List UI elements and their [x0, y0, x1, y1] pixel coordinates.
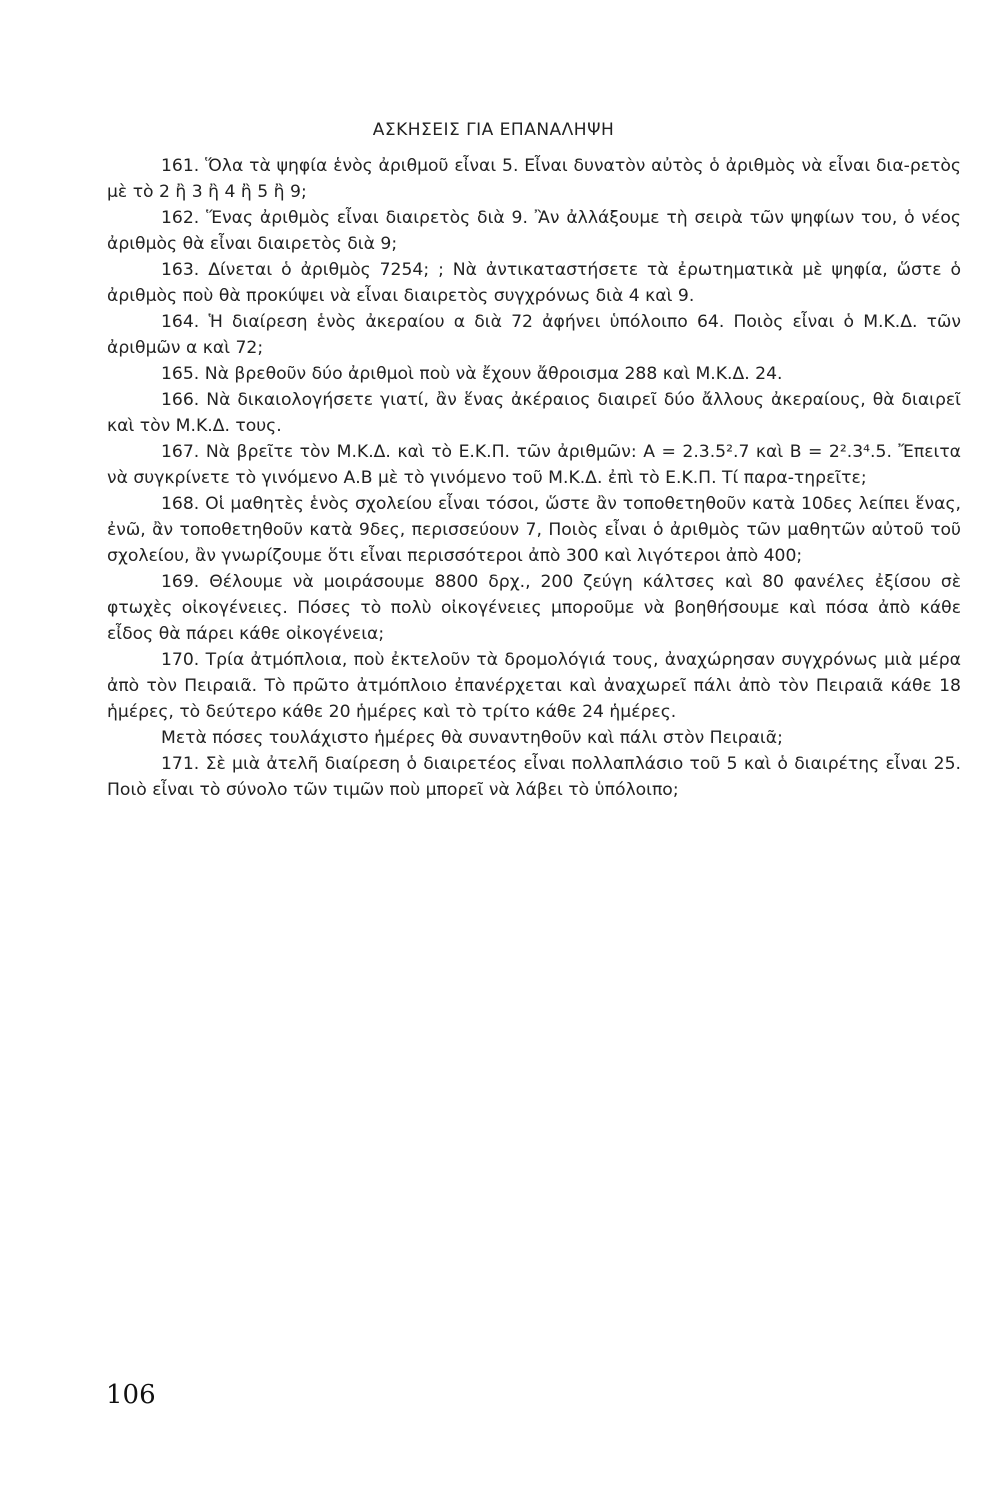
- exercise-number: 169.: [161, 572, 200, 592]
- exercise-163: [107, 257, 961, 309]
- exercise-number: 162.: [161, 208, 200, 228]
- exercise-number: 166.: [161, 390, 200, 410]
- exercise-number: 163.: [161, 260, 200, 280]
- exercise-171: [107, 751, 961, 803]
- exercise-text: Νὰ δικαιολογήσετε γιατί, ἂν ἕνας ἀκέραιος διαιρεῖ δύο ἄλλους ἀκεραίους, θὰ διαιρεῖ καὶ τὸν Μ.Κ.Δ. τους.: [107, 390, 961, 436]
- exercise-list: [107, 153, 961, 803]
- exercise-text: Σὲ μιὰ ἀτελῆ διαίρεση ὁ διαιρετέος εἶναι πολλαπλάσιο τοῦ 5 καὶ ὁ διαιρέτης εἶναι 25. Ποιὸ εἶναι τὸ σύνολο τῶν τιμῶν ποὺ μπορεῖ νὰ λάβει τὸ ὑπόλοιπο;: [107, 754, 961, 800]
- exercise-165: [107, 361, 961, 387]
- exercise-number: 171.: [161, 754, 200, 774]
- show-through-text: [0, 810, 987, 1230]
- page-number: 106: [106, 1380, 156, 1410]
- exercise-text: Ἡ διαίρεση ἑνὸς ἀκεραίου α διὰ 72 ἀφήνει ὑπόλοιπο 64. Ποιὸς εἶναι ὁ Μ.Κ.Δ. τῶν ἀριθμῶν α καὶ 72;: [107, 312, 961, 358]
- exercise-text: Οἱ μαθητὲς ἑνὸς σχολείου εἶναι τόσοι, ὥστε ἂν τοποθετηθοῦν κατὰ 10δες λείπει ἕνας, ἐνῶ, ἂν τοποθετηθοῦν κατὰ 9δες, περισσεύουν 7, Ποιὸς εἶναι ὁ ἀριθμὸς τῶν μαθητῶν αὐτοῦ τοῦ σχολείου, ἂν γνωρίζουμε ὅτι εἶναι περισσότεροι ἀπὸ 300 καὶ λιγότεροι ἀπὸ 400;: [107, 494, 962, 566]
- exercise-169: [107, 569, 961, 647]
- exercise-text: Θέλουμε νὰ μοιράσουμε 8800 δρχ., 200 ζεύγη κάλτσες καὶ 80 φανέλες ἐξίσου σὲ φτωχὲς οἰκογένειες. Πόσες τὸ πολὺ οἰκογένειες μποροῦμε νὰ βοηθήσουμε καὶ πόσα ἀπὸ κάθε εἶδος θὰ πάρει κάθε οἰκογένεια;: [107, 572, 962, 644]
- exercise-161: [107, 153, 961, 205]
- exercise-text: Τρία ἀτμόπλοια, ποὺ ἐκτελοῦν τὰ δρομολόγιά τους, ἀναχώρησαν συγχρόνως μιὰ μέρα ἀπὸ τὸν Πειραιᾶ. Τὸ πρῶτο ἀτμόπλοιο ἐπανέρχεται καὶ ἀναχωρεῖ πάλι ἀπὸ τὸν Πειραιᾶ κάθε 18 ἡμέρες, τὸ δεύτερο κάθε 20 ἡμέρες καὶ τὸ τρίτο κάθε 24 ἡμέρες.: [107, 650, 961, 722]
- exercise-167: [107, 439, 961, 491]
- exercise-text: Νὰ βρεῖτε τὸν Μ.Κ.Δ. καὶ τὸ Ε.Κ.Π. τῶν ἀριθμῶν: Α = 2.3.5².7 καὶ Β = 2².3⁴.5. Ἔπειτα νὰ συγκρίνετε τὸ γινόμενο Α.Β μὲ τὸ γινόμενο τοῦ Μ.Κ.Δ. ἐπὶ τὸ Ε.Κ.Π. Τί παρα-τηρεῖτε;: [107, 442, 961, 488]
- exercise-164: [107, 309, 961, 361]
- exercise-text: Ὅλα τὰ ψηφία ἑνὸς ἀριθμοῦ εἶναι 5. Εἶναι δυνατὸν αὐτὸς ὁ ἀριθμὸς νὰ εἶναι δια-ρετὸς μὲ τὸ 2 ἢ 3 ἢ 4 ἢ 5 ἢ 9;: [107, 156, 961, 202]
- exercise-text: Ἕνας ἀριθμὸς εἶναι διαιρετὸς διὰ 9. Ἂν ἀλλάξουμε τὴ σειρὰ τῶν ψηφίων του, ὁ νέος ἀριθμὸς θὰ εἶναι διαιρετὸς διὰ 9;: [107, 208, 961, 254]
- exercise-number: 165.: [161, 364, 200, 384]
- exercise-162: [107, 205, 961, 257]
- exercise-number: 170.: [161, 650, 200, 670]
- exercise-168: [107, 491, 961, 569]
- exercise-number: 168.: [161, 494, 200, 514]
- exercise-170: [107, 647, 961, 725]
- exercise-number: 164.: [161, 312, 200, 332]
- exercise-170-question: Μετὰ πόσες τουλάχιστο ἡμέρες θὰ συναντηθοῦν καὶ πάλι στὸν Πειραιᾶ;: [161, 728, 783, 748]
- exercise-number: 161.: [161, 156, 200, 176]
- page-title: ΑΣΚΗΣΕΙΣ ΓΙΑ ΕΠΑΝΑΛΗΨΗ: [372, 120, 615, 140]
- exercise-number: 167.: [161, 442, 200, 462]
- exercise-text: Δίνεται ὁ ἀριθμὸς 7254; ; Νὰ ἀντικαταστήσετε τὰ ἐρωτηματικὰ μὲ ψηφία, ὥστε ὁ ἀριθμὸς ποὺ θὰ προκύψει νὰ εἶναι διαιρετὸς συγχρόνως διὰ 4 καὶ 9.: [107, 260, 961, 306]
- exercise-text: Νὰ βρεθοῦν δύο ἀριθμοὶ ποὺ νὰ ἔχουν ἄθροισμα 288 καὶ Μ.Κ.Δ. 24.: [204, 364, 783, 384]
- exercise-166: [107, 387, 961, 439]
